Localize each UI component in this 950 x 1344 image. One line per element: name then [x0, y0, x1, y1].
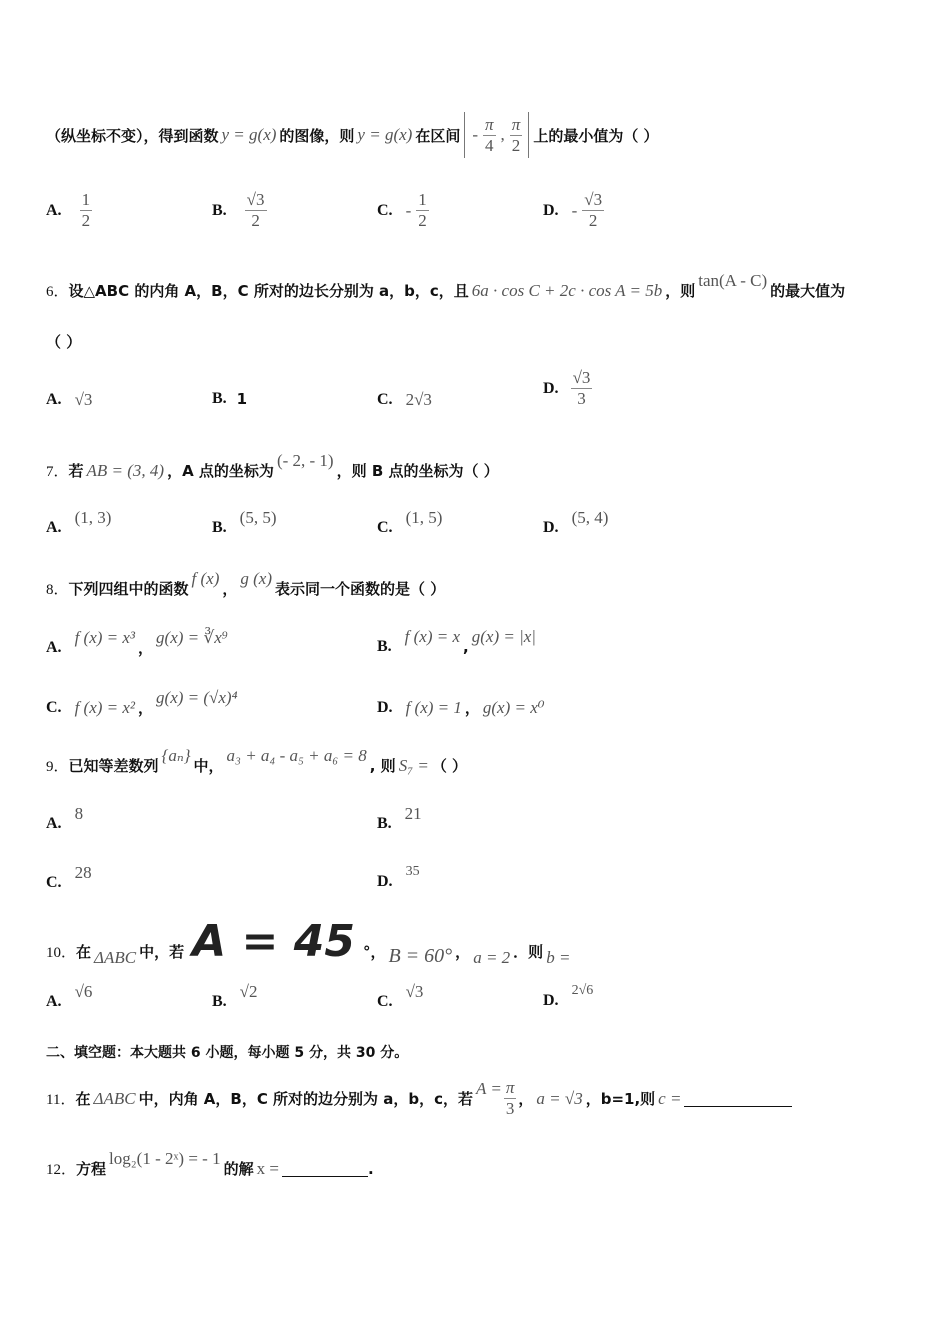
minus-sign: -: [472, 125, 478, 144]
option-label: C.: [46, 698, 62, 716]
question-number: 7．: [46, 464, 69, 480]
q7-text: 若: [68, 462, 84, 480]
q9-text: 已知等差数列: [68, 757, 159, 775]
q5-stem: [46, 112, 659, 158]
denominator: 3: [577, 389, 586, 408]
q11-stem: [46, 1078, 792, 1119]
q10-option-b[interactable]: [212, 982, 261, 1012]
option-label: A.: [46, 201, 62, 219]
q8-option-c[interactable]: C. f (x) = x² ， g(x) = (√x)⁴: [46, 687, 238, 717]
q8-math: g (x): [240, 568, 273, 588]
q6-math: tan(A - C): [698, 270, 768, 290]
q11-text: ，: [518, 1090, 534, 1108]
option-value: 21: [404, 804, 422, 823]
option-label: B.: [212, 390, 227, 407]
denominator: 4: [485, 135, 494, 155]
separator: ,: [500, 125, 505, 144]
option-value: 8: [74, 804, 84, 823]
q12-stem: [46, 1148, 374, 1179]
q10-option-d[interactable]: [543, 983, 596, 1010]
numerator: π: [485, 114, 494, 134]
option-label: C.: [377, 201, 393, 219]
option-value: (1, 5): [405, 508, 443, 527]
answer-blank[interactable]: [684, 1090, 792, 1107]
option-value: 35: [405, 864, 420, 879]
q5-option-c[interactable]: [377, 190, 431, 231]
q8-option-b[interactable]: B. f (x) = x , g(x) = |x|: [377, 627, 536, 656]
option-value: √3: [74, 390, 93, 409]
option-label: D.: [377, 873, 393, 890]
q6-math: 6a · cos C + 2c · cos A = 5b: [471, 280, 663, 300]
q5-text: 在区间: [415, 126, 461, 145]
denominator: 3: [505, 1099, 515, 1118]
option-label: D.: [543, 519, 559, 536]
q9-math: a₃ + a₄ - a₅ + a₆ = 8: [226, 745, 367, 765]
fraction: [504, 1078, 517, 1119]
q10-math: a = 2: [473, 948, 511, 967]
q11-math: a = √3: [536, 1088, 583, 1108]
numerator: π: [505, 1078, 515, 1097]
fraction: [483, 115, 496, 156]
option-f: f (x) = x²: [74, 697, 136, 717]
q12-math: x =: [256, 1158, 279, 1178]
option-label: C.: [377, 391, 393, 408]
sign: -: [405, 200, 412, 220]
option-value: √2: [239, 982, 258, 1001]
q11-math: ΔABC: [93, 1088, 136, 1108]
q5-option-b[interactable]: [212, 190, 269, 231]
q5-text: 的图像，则: [279, 126, 355, 145]
q10-math-large: A = 45: [192, 916, 355, 967]
q11-text: 中，内角 A，B，C 所对的边分别为 a，b，c，若: [138, 1090, 474, 1108]
option-label: D.: [377, 698, 393, 716]
q10-math: B = 60°: [388, 945, 453, 967]
question-number: 12．: [46, 1162, 77, 1178]
question-number: 10．: [46, 945, 77, 961]
fraction: [80, 190, 93, 231]
q9-option-a[interactable]: [46, 804, 86, 834]
q12-text: 方程: [76, 1160, 107, 1178]
q7-text: ，则 B 点的坐标为（ ）: [336, 462, 499, 480]
question-number: 8．: [46, 582, 69, 598]
option-f: f (x) = x³: [74, 627, 136, 647]
q9-option-b[interactable]: [377, 804, 425, 834]
q7-math: AB = (3, 4): [86, 460, 165, 480]
fraction: [582, 190, 604, 231]
q6-answer-paren: [46, 331, 81, 352]
q9-option-d[interactable]: [377, 864, 423, 891]
q9-text: （ ）: [431, 757, 468, 775]
numerator: √3: [572, 368, 591, 387]
q5-interval: [464, 112, 529, 158]
section-heading: [46, 1042, 408, 1062]
option-value: √3: [405, 982, 424, 1001]
q11-math: A =: [476, 1078, 502, 1098]
option-label: D.: [543, 992, 559, 1009]
option-label: A.: [46, 993, 62, 1010]
q5-option-a[interactable]: [46, 190, 94, 231]
q7-math: (- 2, - 1): [276, 450, 334, 470]
denominator: 2: [81, 211, 91, 230]
numerator: π: [511, 114, 521, 134]
option-g: g(x) = ∛x⁹: [156, 627, 228, 647]
option-label: A.: [46, 391, 62, 408]
q5-math: y = g(x): [357, 125, 413, 144]
q7-option-d[interactable]: [543, 508, 611, 538]
q10-text: ．则: [513, 943, 544, 961]
q6-stem: [46, 270, 846, 301]
q9-stem: [46, 745, 468, 776]
q8-stem: [46, 568, 446, 599]
option-g: g(x) = (√x)⁴: [156, 687, 238, 707]
option-value: 28: [74, 863, 92, 882]
q12-text: 的解: [223, 1160, 254, 1178]
denominator: 2: [251, 211, 260, 230]
fraction: [571, 368, 593, 409]
q9-math: S₇ =: [398, 755, 429, 775]
option-label: B.: [377, 815, 392, 832]
q8-text: 下列四组中的函数: [68, 580, 189, 598]
q7-text: ，A 点的坐标为: [167, 462, 274, 480]
q5-option-d[interactable]: [543, 190, 606, 231]
q8-text: ，: [222, 580, 238, 598]
question-number: 6．: [46, 284, 69, 300]
numerator: 1: [81, 190, 91, 209]
q11-math: c =: [658, 1088, 682, 1108]
denominator: 2: [588, 211, 598, 230]
answer-blank[interactable]: [282, 1160, 368, 1177]
q10-option-a[interactable]: [46, 982, 95, 1012]
option-value: 2√3: [405, 390, 432, 409]
q6-text: ，则: [665, 282, 696, 300]
q7-option-a[interactable]: [46, 508, 114, 538]
q10-math: b =: [546, 948, 571, 967]
option-value: (5, 5): [239, 508, 277, 527]
denominator: 2: [418, 211, 427, 230]
q12-math: log₂(1 - 2ˣ) = - 1: [109, 1148, 221, 1168]
fraction: [416, 190, 429, 231]
q5-text: 上的最小值为（ ）: [533, 126, 659, 145]
option-label: C.: [377, 993, 393, 1010]
option-label: B.: [212, 993, 227, 1010]
q8-option-d[interactable]: D. f (x) = 1 ， g(x) = x⁰: [377, 697, 545, 717]
q9-math: {aₙ}: [161, 745, 191, 765]
q6-option-d[interactable]: [543, 368, 594, 409]
option-label: B.: [212, 201, 227, 219]
question-number: 9．: [46, 759, 69, 775]
q6-option-c[interactable]: [377, 390, 435, 410]
q10-stem: [46, 916, 573, 967]
option-value: 2√6: [571, 983, 594, 998]
q11-text: 在: [75, 1090, 91, 1108]
q6-option-b[interactable]: [212, 390, 247, 408]
fraction: [510, 115, 523, 156]
q8-text: 表示同一个函数的是（ ）: [275, 580, 446, 598]
option-label: B.: [377, 638, 392, 655]
option-label: A.: [46, 519, 62, 536]
q9-text: , 则: [369, 757, 396, 775]
option-value: 1: [236, 390, 248, 408]
q10-text: 中，若: [139, 943, 185, 961]
q10-text: 在: [76, 943, 92, 961]
option-g: g(x) = x⁰: [482, 697, 545, 717]
q6-text: 的最大值为: [770, 282, 846, 300]
numerator: √3: [584, 190, 603, 209]
fraction: [245, 190, 267, 231]
option-value: (5, 4): [571, 508, 609, 527]
q10-option-c[interactable]: [377, 982, 426, 1012]
q7-option-b[interactable]: [212, 508, 280, 538]
question-number: 11．: [46, 1092, 76, 1108]
q8-math: f (x): [191, 568, 220, 588]
option-label: D.: [543, 379, 559, 397]
q10-math: ΔABC: [94, 948, 137, 967]
option-label: C.: [377, 519, 393, 536]
option-f: f (x) = x: [404, 627, 461, 646]
q10-text: °，: [362, 943, 386, 961]
q7-stem: [46, 450, 499, 481]
q5-math: y = g(x): [221, 125, 277, 144]
numerator: 1: [418, 190, 427, 209]
option-label: C.: [46, 874, 62, 891]
q8-option-a[interactable]: A. f (x) = x³ ， g(x) = ∛x⁹: [46, 627, 228, 657]
q6-text: 设△ABC 的内角 A，B，C 所对的边长分别为 a，b，c，且: [68, 282, 469, 300]
q9-option-c[interactable]: [46, 863, 95, 893]
q12-text: .: [367, 1159, 374, 1178]
q11-text: ，b=1,则: [585, 1090, 656, 1108]
option-label: A.: [46, 638, 62, 656]
q10-text: ，: [455, 943, 471, 961]
section-title: 二、填空题：本大题共 6 小题，每小题 5 分，共 30 分。: [46, 1045, 409, 1061]
q9-text: 中，: [193, 757, 224, 775]
sign: -: [571, 200, 578, 220]
option-value: √6: [74, 982, 93, 1001]
q5-text: （纵坐标不变），得到函数: [46, 126, 219, 145]
option-f: f (x) = 1: [405, 697, 462, 717]
option-label: D.: [543, 201, 559, 219]
numerator: √3: [246, 190, 265, 209]
option-label: A.: [46, 815, 62, 832]
q7-option-c[interactable]: [377, 508, 445, 538]
option-label: B.: [212, 519, 227, 536]
denominator: 2: [511, 135, 521, 155]
option-value: (1, 3): [74, 508, 112, 527]
q6-option-a[interactable]: [46, 390, 95, 410]
option-g: g(x) = |x|: [471, 627, 536, 646]
answer-paren: （ ）: [46, 333, 82, 351]
